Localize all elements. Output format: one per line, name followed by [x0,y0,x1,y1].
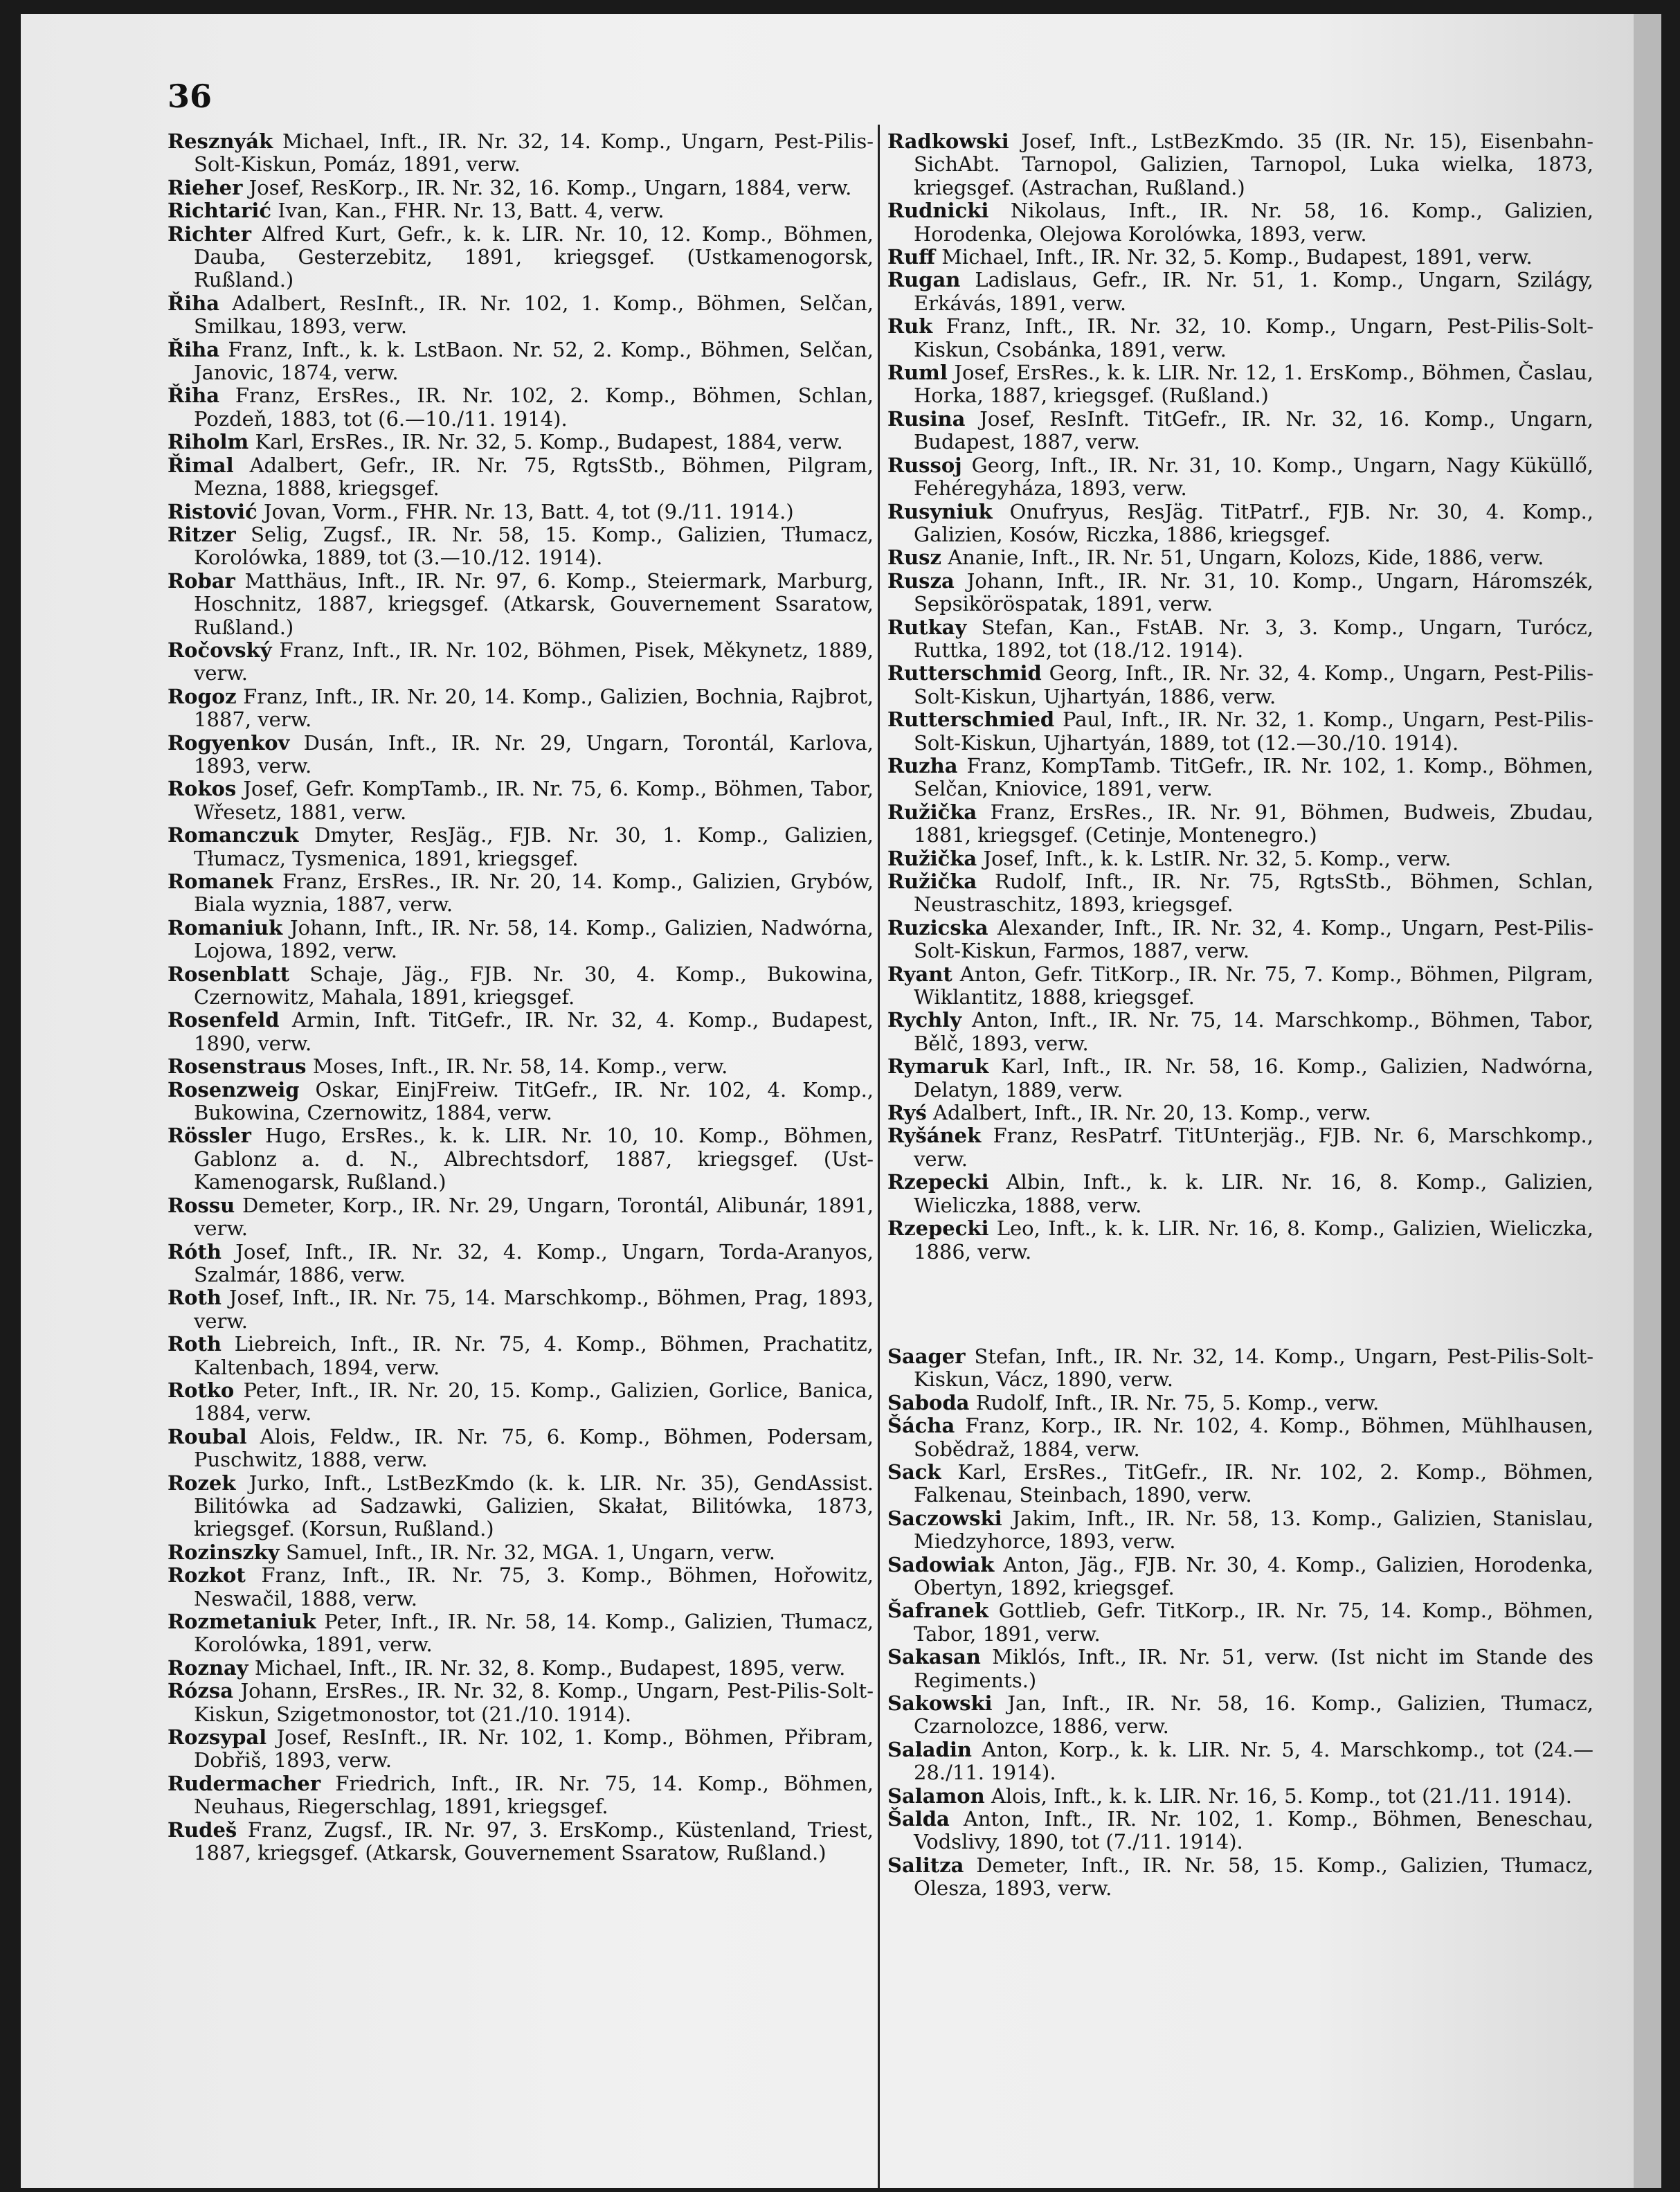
register-entry [168,732,874,778]
entry-details: Dmyter, ResJäg., FJB. Nr. 30, 1. Komp., Galizien, Tłumacz, Tysmenica, 1891, kriegsgef. [194,823,874,870]
entry-surname: Radkowski [887,129,1009,153]
entry-details: Alois, Feldw., IR. Nr. 75, 6. Komp., Böhmen, Podersam, Puschwitz, 1888, verw. [194,1424,874,1472]
entry-surname: Ristović [168,499,258,523]
register-entry [887,662,1593,708]
entry-surname: Ruzicska [887,915,988,940]
register-entry [168,917,874,963]
entry-surname: Róth [168,1239,222,1264]
entry-surname: Řiha [168,384,219,408]
register-entry [168,639,874,685]
entry-details: Alois, Inft., k. k. LIR. Nr. 16, 5. Komp., tot (21./11. 1914). [991,1784,1572,1808]
entry-surname: Ryant [887,962,952,986]
entry-surname: Salitza [887,1853,964,1877]
entry-surname: Russoj [887,453,962,477]
entry-surname: Richtarić [168,199,271,223]
entry-surname: Rusina [887,406,966,431]
entry-details: Rudolf, Inft., IR. Nr. 75, 5. Komp., verw. [975,1390,1380,1414]
entry-details: Adalbert, Inft., IR. Nr. 20, 13. Komp., verw. [933,1101,1371,1125]
entry-details: Nikolaus, Inft., IR. Nr. 58, 16. Komp., Galizien, Horodenka, Olejowa Korolówka, 1893, verw. [914,199,1593,246]
entry-details: Franz, Inft., IR. Nr. 20, 14. Komp., Galizien, Bochnia, Rajbrot, 1887, verw. [194,684,874,732]
register-entry [168,384,874,431]
entry-details: Franz, Inft., IR. Nr. 102, Böhmen, Pisek, Měkynetz, 1889, verw. [194,638,874,685]
entry-details: Jakim, Inft., IR. Nr. 58, 13. Komp., Galizien, Stanislau, Miedzyhorce, 1893, verw. [914,1506,1593,1554]
register-entry [887,963,1593,1009]
entry-details: Stefan, Inft., IR. Nr. 32, 14. Komp., Ungarn, Pest-Pilis-Solt-Kiskun, Vácz, 1890, verw. [914,1344,1593,1392]
entry-details: Ladislaus, Gefr., IR. Nr. 51, 1. Komp., Ungarn, Szilágy, Erkávás, 1891, verw. [914,268,1593,315]
entry-details: Alfred Kurt, Gefr., k. k. LIR. Nr. 10, 12. Komp., Böhmen, Dauba, Gesterzebitz, 1891, kriegsgef. (Ustkamenogorsk, Rußland.) [194,222,874,292]
entry-details: Stefan, Kan., FstAB. Nr. 3, 3. Komp., Ungarn, Turócz, Ruttka, 1892, tot (18./12. 1914). [914,615,1594,662]
register-entry [168,223,874,292]
right-column-s-section [887,1345,1593,1901]
entry-surname: Rotko [168,1378,235,1402]
entry-details: Anton, Inft., IR. Nr. 102, 1. Komp., Böhmen, Beneschau, Vodslivy, 1890, tot (7./11. 1914). [914,1807,1593,1854]
entry-details: Adalbert, Gefr., IR. Nr. 75, RgtsStb., Böhmen, Pilgram, Mezna, 1888, kriegsgef. [194,453,874,501]
register-entry [887,1171,1593,1217]
register-entry [887,1808,1593,1854]
register-entry [887,1217,1593,1264]
register-entry [887,269,1593,315]
register-entry [168,570,874,639]
register-entry [168,1819,874,1865]
register-entry [168,1772,874,1819]
register-entry [168,824,874,870]
entry-surname: Rogyenkov [168,730,290,755]
entry-surname: Rudnicki [887,199,989,223]
entry-details: Georg, Inft., IR. Nr. 32, 4. Komp., Ungarn, Pest-Pilis-Solt-Kiskun, Ujhartyán, 1886, verw. [914,661,1593,708]
entry-surname: Rutterschmied [887,708,1055,732]
entry-surname: Roubal [168,1424,247,1448]
register-entry [887,755,1593,801]
register-entry [887,1599,1593,1646]
register-entry [168,1657,874,1680]
register-entry [887,454,1593,501]
entry-surname: Rzepecki [887,1216,989,1241]
register-entry [168,870,874,917]
entry-details: Jan, Inft., IR. Nr. 58, 16. Komp., Galizien, Tłumacz, Czarnolozce, 1886, verw. [914,1691,1594,1739]
entry-surname: Řimal [168,453,234,477]
register-entry [168,292,874,339]
register-entry [887,917,1593,963]
entry-details: Franz, KompTamb. TitGefr., IR. Nr. 102, 1. Komp., Böhmen, Selčan, Kniovice, 1891, verw. [914,753,1593,801]
entry-surname: Řiha [168,291,219,315]
register-entry [168,1009,874,1055]
entry-surname: Romanek [168,870,273,893]
register-entry [168,1241,874,1287]
entry-details: Franz, ErsRes., IR. Nr. 102, 2. Komp., Böhmen, Schlan, Pozdeň, 1883, tot (6.—10./11. 1914). [194,384,874,431]
register-entry [887,616,1593,663]
entry-surname: Šafranek [887,1599,988,1623]
entry-details: Leo, Inft., k. k. LIR. Nr. 16, 8. Komp., Galizien, Wieliczka, 1886, verw. [914,1216,1593,1264]
entry-surname: Rozkot [168,1563,246,1588]
entry-surname: Rogoz [168,684,237,708]
entry-surname: Rozsypal [168,1725,267,1750]
entry-surname: Ružička [887,800,977,824]
entry-details: Miklós, Inft., IR. Nr. 51, verw. (Ist nicht im Stande des Regiments.) [914,1645,1594,1692]
register-entry [168,339,874,385]
entry-details: Franz, ErsRes., IR. Nr. 91, Böhmen, Budweis, Zbudau, 1881, kriegsgef. (Cetinje, Montenegro.) [914,800,1594,847]
register-entry [887,1739,1593,1785]
entry-surname: Romanczuk [168,823,299,847]
entry-surname: Rutkay [887,615,967,639]
entry-surname: Resznyák [168,129,273,153]
entry-surname: Roznay [168,1655,249,1680]
register-entry [887,1055,1593,1102]
entry-details: Demeter, Korp., IR. Nr. 29, Ungarn, Torontál, Alibunár, 1891, verw. [194,1193,874,1241]
register-entry [887,246,1593,269]
register-entry [887,801,1593,847]
document-page [21,14,1661,2188]
entry-surname: Rusz [887,546,941,570]
register-entry [168,685,874,732]
entry-details: Franz, Inft., IR. Nr. 75, 3. Komp., Böhmen, Hořowitz, Neswačil, 1888, verw. [194,1563,874,1610]
register-entry [168,963,874,1009]
entry-details: Anton, Korp., k. k. LIR. Nr. 5, 4. Marschkomp., tot (24.—28./11. 1914). [914,1737,1594,1785]
left-column [168,130,874,1865]
entry-details: Johann, Inft., IR. Nr. 58, 14. Komp., Galizien, Nadwórna, Lojowa, 1892, verw. [194,915,874,963]
register-entry [887,1646,1593,1692]
entry-surname: Sadowiak [887,1552,995,1576]
entry-surname: Řiha [168,337,219,361]
entry-details: Michael, Inft., IR. Nr. 32, 5. Komp., Budapest, 1891, verw. [941,245,1533,269]
entry-details: Josef, Inft., IR. Nr. 32, 4. Komp., Ungarn, Torda-Aranyos, Szalmár, 1886, verw. [194,1239,874,1286]
entry-details: Anton, Gefr. TitKorp., IR. Nr. 75, 7. Komp., Böhmen, Pilgram, Wiklantitz, 1888, kriegsgef. [914,962,1593,1009]
entry-surname: Salamon [887,1784,985,1808]
entry-details: Ivan, Kan., FHR. Nr. 13, Batt. 4, verw. [278,199,665,223]
entry-details: Franz, Inft., k. k. LstBaon. Nr. 52, 2. Komp., Böhmen, Selčan, Janovic, 1874, verw. [194,337,874,385]
entry-details: Michael, Inft., IR. Nr. 32, 14. Komp., Ungarn, Pest-Pilis-Solt-Kiskun, Pomáz, 1891, verw. [194,129,874,177]
register-entry [168,778,874,824]
register-entry [887,847,1593,870]
entry-details: Jurko, Inft., LstBezKmdo (k. k. LIR. Nr. 35), GendAssist. Bilitówka ad Sadzawki, Galizien, Skałat, Bilitówka, 1873, kriegsgef. (Korsun, Rußland.) [194,1471,874,1541]
register-entry [168,1680,874,1726]
register-entry [887,1345,1593,1392]
entry-details: Liebreich, Inft., IR. Nr. 75, 4. Komp., Böhmen, Prachatitz, Kaltenbach, 1894, verw. [194,1332,874,1379]
register-entry [168,1124,874,1194]
entry-details: Ananie, Inft., IR. Nr. 51, Ungarn, Kolozs, Kide, 1886, verw. [948,546,1544,570]
entry-surname: Saager [887,1344,966,1368]
entry-details: Karl, Inft., IR. Nr. 58, 16. Komp., Galizien, Nadwórna, Delatyn, 1889, verw. [914,1054,1593,1102]
entry-surname: Ročovský [168,638,272,662]
entry-details: Johann, ErsRes., IR. Nr. 32, 8. Komp., Ungarn, Pest-Pilis-Solt-Kiskun, Szigetmonostor, tot (21./10. 1914). [194,1679,874,1726]
entry-surname: Sakowski [887,1691,993,1715]
register-entry [887,1461,1593,1507]
register-entry [887,870,1593,917]
entry-details: Demeter, Inft., IR. Nr. 58, 15. Komp., Galizien, Tłumacz, Olesza, 1893, verw. [914,1853,1594,1901]
register-entry [887,1854,1593,1901]
entry-details: Josef, Inft., LstBezKmdo. 35 (IR. Nr. 15), Eisenbahn-SichAbt. Tarnopol, Galizien, Tarnopol, Luka wielka, 1873, kriegsgef. (Astrachan, Rußland.) [914,129,1594,199]
entry-details: Selig, Zugsf., IR. Nr. 58, 15. Komp., Galizien, Tłumacz, Korolówka, 1889, tot (3.—10./12. 1914). [194,522,874,570]
register-entry [887,1392,1593,1414]
register-entry [168,1610,874,1657]
entry-surname: Rudermacher [168,1771,321,1795]
entry-details: Onufryus, ResJäg. TitPatrf., FJB. Nr. 30, 4. Komp., Galizien, Kosów, Riczka, 1886, kriegsgef. [914,499,1593,546]
right-column [887,130,1593,1901]
entry-details: Friedrich, Inft., IR. Nr. 75, 14. Komp., Böhmen, Neuhaus, Riegerschlag, 1891, kriegsgef. [194,1771,874,1819]
entry-surname: Rusyniuk [887,499,993,523]
entry-surname: Šalda [887,1807,950,1831]
entry-surname: Roth [168,1332,222,1356]
entry-surname: Rosenblatt [168,962,290,986]
entry-details: Michael, Inft., IR. Nr. 32, 8. Komp., Budapest, 1895, verw. [254,1655,846,1680]
entry-surname: Saboda [887,1390,970,1414]
entry-details: Josef, ResInft. TitGefr., IR. Nr. 32, 16. Komp., Ungarn, Budapest, 1887, verw. [914,406,1594,454]
register-entry [887,1692,1593,1739]
entry-surname: Ruff [887,245,935,269]
entry-surname: Ružička [887,846,977,870]
entry-details: Peter, Inft., IR. Nr. 20, 15. Komp., Galizien, Gorlice, Banica, 1884, verw. [194,1378,874,1426]
entry-surname: Rzepecki [887,1170,989,1194]
entry-details: Jovan, Vorm., FHR. Nr. 13, Batt. 4, tot (9./11. 1914.) [263,499,794,523]
register-entry [168,1379,874,1426]
entry-surname: Ryšánek [887,1124,982,1148]
register-entry [887,501,1593,547]
entry-details: Josef, ResInft., IR. Nr. 102, 1. Komp., Böhmen, Přibram, Dobřiš, 1893, verw. [194,1725,874,1772]
entry-details: Oskar, EinjFreiw. TitGefr., IR. Nr. 102, 4. Komp., Bukowina, Czernowitz, 1884, verw. [194,1077,874,1125]
register-entry [887,1124,1593,1171]
entry-surname: Ryś [887,1101,927,1125]
column-divider [878,125,880,2188]
entry-details: Matthäus, Inft., IR. Nr. 97, 6. Komp., Steiermark, Marburg, Hoschnitz, 1887, kriegsgef. (Atkarsk, Gouvernement Ssaratow, Rußland.) [194,568,874,639]
register-entry [168,523,874,570]
entry-details: Adalbert, ResInft., IR. Nr. 102, 1. Komp., Böhmen, Selčan, Smilkau, 1893, verw. [194,291,874,339]
entry-details: Josef, Gefr. KompTamb., IR. Nr. 75, 6. Komp., Böhmen, Tabor, Wřesetz, 1881, verw. [194,777,874,824]
entry-surname: Rokos [168,777,237,801]
entry-details: Albin, Inft., k. k. LIR. Nr. 16, 8. Komp., Galizien, Wieliczka, 1888, verw. [914,1170,1593,1217]
register-entry [168,1564,874,1610]
entry-surname: Rudeš [168,1817,237,1842]
register-entry [887,1554,1593,1600]
entry-surname: Ruk [887,314,933,339]
register-entry [887,708,1593,755]
entry-details: Schaje, Jäg., FJB. Nr. 30, 4. Komp., Bukowina, Czernowitz, Mahala, 1891, kriegsgef. [194,962,874,1009]
entry-surname: Roth [168,1286,222,1310]
entry-surname: Riholm [168,430,249,454]
entry-surname: Ružička [887,870,977,893]
register-entry [887,1009,1593,1055]
register-entry [887,1102,1593,1124]
entry-surname: Rutterschmid [887,661,1042,685]
entry-details: Samuel, Inft., IR. Nr. 32, MGA. 1, Ungarn, verw. [285,1540,776,1564]
entry-details: Hugo, ErsRes., k. k. LIR. Nr. 10, 10. Komp., Böhmen, Gablonz a. d. N., Albrechtsdorf, 1887, kriegsgef. (Ust-Kamenogarsk, Rußland.) [194,1124,874,1194]
register-entry [887,546,1593,569]
entry-details: Rudolf, Inft., IR. Nr. 75, RgtsStb., Böhmen, Schlan, Neustraschitz, 1893, kriegsgef. [914,870,1593,917]
register-entry [168,177,874,199]
entry-details: Karl, ErsRes., TitGefr., IR. Nr. 102, 2. Komp., Böhmen, Falkenau, Steinbach, 1890, verw. [914,1459,1593,1507]
entry-details: Josef, ErsRes., k. k. LIR. Nr. 12, 1. ErsKomp., Böhmen, Časlau, Horka, 1887, kriegsgef. (Rußland.) [914,361,1593,408]
entry-details: Moses, Inft., IR. Nr. 58, 14. Komp., verw. [312,1054,728,1079]
register-entry [168,1079,874,1125]
register-entry [887,408,1593,454]
entry-details: Franz, Korp., IR. Nr. 102, 4. Komp., Böhmen, Mühlhausen, Sobědraž, 1884, verw. [914,1414,1593,1461]
entry-surname: Ritzer [168,522,236,546]
entry-surname: Sack [887,1459,941,1484]
entry-surname: Rozinszky [168,1540,280,1564]
register-entry [168,1286,874,1333]
entry-surname: Rugan [887,268,961,292]
entry-surname: Rosenstraus [168,1054,307,1079]
entry-details: Georg, Inft., IR. Nr. 31, 10. Komp., Ungarn, Nagy Küküllő, Fehéregyháza, 1893, verw. [914,453,1593,501]
entry-details: Gottlieb, Gefr. TitKorp., IR. Nr. 75, 14. Komp., Böhmen, Tabor, 1891, verw. [914,1599,1594,1646]
entry-details: Franz, Inft., IR. Nr. 32, 10. Komp., Ungarn, Pest-Pilis-Solt-Kiskun, Csobánka, 1891, verw. [914,314,1593,361]
entry-surname: Rozmetaniuk [168,1610,316,1633]
register-entry [168,1726,874,1772]
right-column-r-section [887,130,1593,1264]
entry-details: Franz, ResPatrf. TitUnterjäg., FJB. Nr. 6, Marschkomp., verw. [914,1124,1593,1171]
entry-surname: Rychly [887,1008,962,1032]
register-entry [168,1333,874,1379]
register-entry [887,361,1593,408]
entry-details: Anton, Jäg., FJB. Nr. 30, 4. Komp., Galizien, Horodenka, Obertyn, 1892, kriegsgef. [914,1552,1593,1599]
entry-details: Johann, Inft., IR. Nr. 31, 10. Komp., Ungarn, Háromszék, Sepsiköröspatak, 1891, verw. [914,568,1594,616]
entry-details: Paul, Inft., IR. Nr. 32, 1. Komp., Ungarn, Pest-Pilis-Solt-Kiskun, Ujhartyán, 1889, tot (12.—30./10. 1914). [914,708,1593,755]
register-entry [168,501,874,523]
entry-details: Franz, Zugsf., IR. Nr. 97, 3. ErsKomp., Küstenland, Triest, 1887, kriegsgef. (Atkarsk, Gouvernement Ssaratow, Rußland.) [194,1817,874,1865]
register-entry [887,199,1593,246]
register-entry [168,1472,874,1541]
entry-surname: Rozek [168,1471,236,1495]
entry-surname: Rossu [168,1193,235,1217]
register-entry [887,570,1593,616]
entry-surname: Saladin [887,1737,972,1761]
register-entry [887,130,1593,199]
entry-details: Franz, ErsRes., IR. Nr. 20, 14. Komp., Galizien, Grybów, Biala wyznia, 1887, verw. [194,870,874,917]
page-number: 36 [168,78,213,115]
register-entry [168,1055,874,1078]
entry-surname: Rössler [168,1124,251,1148]
register-entry [168,1194,874,1241]
entry-surname: Ruml [887,361,948,385]
entry-details: Anton, Inft., IR. Nr. 75, 14. Marschkomp., Böhmen, Tabor, Bělč, 1893, verw. [914,1008,1593,1055]
entry-details: Armin, Inft. TitGefr., IR. Nr. 32, 4. Komp., Budapest, 1890, verw. [194,1008,874,1055]
entry-details: Josef, Inft., IR. Nr. 75, 14. Marschkomp., Böhmen, Prag, 1893, verw. [194,1286,874,1333]
entry-surname: Sakasan [887,1645,981,1669]
entry-surname: Romaniuk [168,915,283,940]
entry-details: Karl, ErsRes., IR. Nr. 32, 5. Komp., Budapest, 1884, verw. [255,430,843,454]
entry-details: Josef, Inft., k. k. LstIR. Nr. 32, 5. Komp., verw. [983,846,1452,870]
entry-surname: Rosenzweig [168,1077,300,1102]
register-entry [887,1507,1593,1554]
register-entry [887,315,1593,361]
entry-surname: Saczowski [887,1506,1002,1530]
section-gap [887,1264,1593,1345]
register-entry [168,431,874,453]
entry-details: Dusán, Inft., IR. Nr. 29, Ungarn, Torontál, Karlova, 1893, verw. [194,730,874,778]
entry-surname: Rymaruk [887,1054,989,1079]
entry-details: Peter, Inft., IR. Nr. 58, 14. Komp., Galizien, Tłumacz, Korolówka, 1891, verw. [194,1610,874,1657]
entry-surname: Šácha [887,1414,955,1438]
register-entry [168,199,874,222]
register-entry [168,1426,874,1472]
entry-surname: Rieher [168,175,243,199]
entry-surname: Rusza [887,568,955,593]
entry-surname: Rosenfeld [168,1008,280,1032]
entry-surname: Robar [168,568,235,593]
entry-surname: Richter [168,222,251,246]
register-entry [887,1414,1593,1461]
entry-surname: Ruzha [887,753,958,778]
register-entry [887,1785,1593,1808]
register-entry [168,454,874,501]
entry-details: Alexander, Inft., IR. Nr. 32, 4. Komp., Ungarn, Pest-Pilis-Solt-Kiskun, Farmos, 1887, verw. [914,915,1593,963]
entry-surname: Rózsa [168,1679,234,1703]
register-entry [168,130,874,177]
register-entry [168,1541,874,1564]
entry-details: Josef, ResKorp., IR. Nr. 32, 16. Komp., Ungarn, 1884, verw. [249,175,852,199]
